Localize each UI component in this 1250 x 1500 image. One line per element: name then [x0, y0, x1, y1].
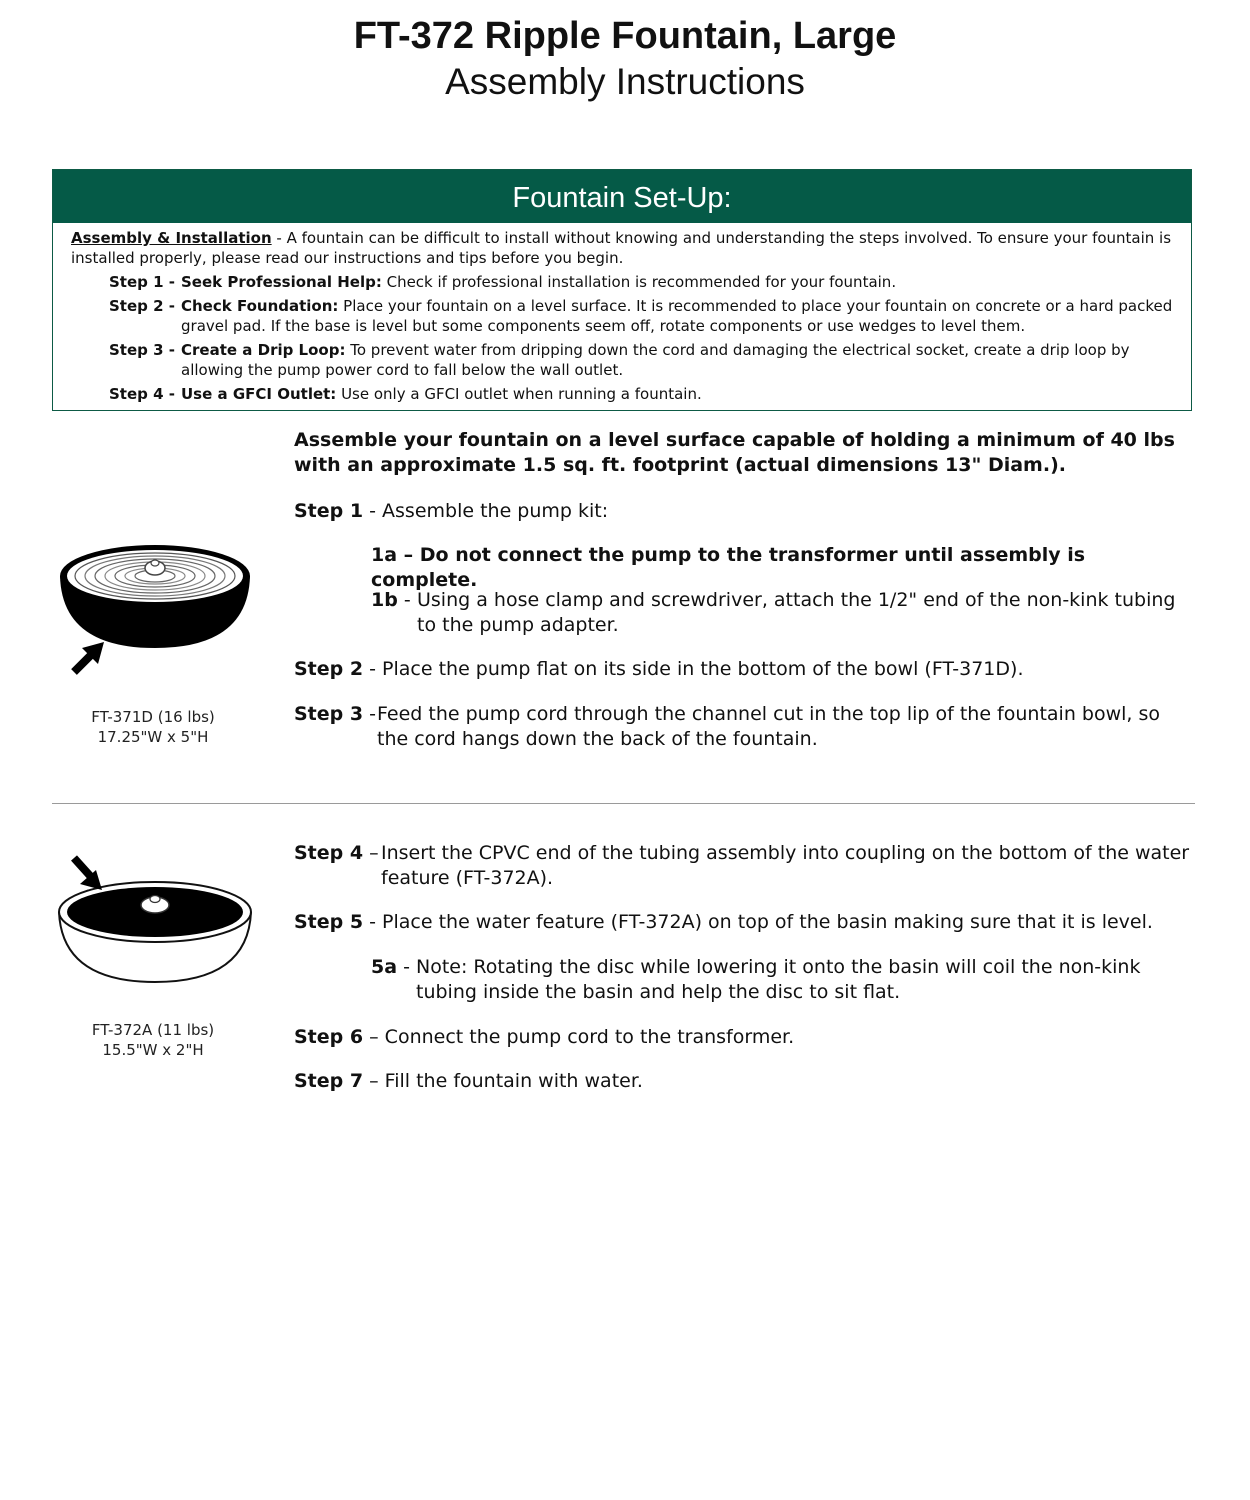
- document-subtitle: Assembly Instructions: [445, 61, 805, 102]
- setup-body: [53, 223, 1191, 404]
- bowl-caption: [48, 707, 258, 747]
- step-label: 1b: [371, 589, 398, 611]
- step-label: Step 3: [294, 703, 364, 725]
- water-feature-model-weight: FT-372A (11 lbs): [91, 1021, 215, 1039]
- setup-step-title: Seek Professional Help:: [181, 273, 382, 291]
- step-text: Feed the pump cord through the channel cut in the top lip of the fountain bowl, so the cord hangs down the back of the fountain.: [377, 703, 1161, 750]
- step-6: [294, 1025, 1194, 1050]
- step-text: Insert the CPVC end of the tubing assembly into coupling on the bottom of the water feature (FT-372A).: [381, 842, 1190, 889]
- step-2: [294, 657, 1194, 682]
- bowl-dimensions: 17.25"W x 5"H: [97, 728, 209, 746]
- setup-step-label: Step 4 -: [109, 385, 175, 403]
- step-5: [294, 910, 1194, 935]
- setup-step-label: Step 2 -: [109, 297, 175, 315]
- water-feature-caption: [48, 1020, 258, 1060]
- section-divider: [52, 803, 1195, 804]
- surface-requirement: Assemble your fountain on a level surface capable of holding a minimum of 40 lbs with an approximate 1.5 sq. ft. footprint (actual dimensions 13" Diam.).: [294, 429, 1175, 476]
- step-1: [294, 499, 1194, 524]
- setup-step-3: [71, 340, 1173, 380]
- setup-step-4: [71, 384, 1173, 404]
- setup-step-2: [71, 296, 1173, 336]
- step-text: - Place the pump flat on its side in the bottom of the bowl (FT-371D).: [363, 658, 1024, 680]
- step-5a: 5a - Note: Rotating the disc while lowering it onto the basin will coil the non-kink tubing inside the basin and help the disc to sit flat.: [371, 955, 1194, 1005]
- bowl-illustration: [52, 530, 262, 680]
- step-text: – Connect the pump cord to the transformer.: [363, 1026, 795, 1048]
- step-text: – Do not connect the pump to the transformer until assembly is complete.: [371, 544, 1086, 591]
- setup-step-label: Step 3 -: [109, 341, 175, 359]
- setup-intro: [71, 228, 1173, 268]
- setup-step-text: Place your fountain on a level surface. It is recommended to place your fountain on concrete or a hard packed gravel pad. If the base is level but some components seem off, rotate components or use wedges to level them.: [181, 297, 1173, 335]
- setup-step-1: [71, 272, 1173, 292]
- setup-step-label: Step 1 -: [109, 273, 175, 291]
- step-label: Step 5: [294, 911, 364, 933]
- setup-step-text: Use only a GFCI outlet when running a fountain.: [336, 385, 702, 403]
- step-label: Step 4: [294, 842, 364, 864]
- water-feature-illustration: [52, 850, 262, 990]
- step-text: - Place the water feature (FT-372A) on top of the basin making sure that it is level.: [363, 911, 1153, 933]
- water-feature-dimensions: 15.5"W x 2"H: [102, 1041, 204, 1059]
- step-7: [294, 1069, 1194, 1094]
- setup-step-text: Check if professional installation is recommended for your fountain.: [381, 273, 897, 291]
- step-label: 1a: [371, 544, 398, 566]
- step-1a: [371, 543, 1194, 593]
- setup-step-title: Check Foundation:: [181, 297, 339, 315]
- step-label: Step 2: [294, 658, 364, 680]
- step-1b: 1b - Using a hose clamp and screwdriver, attach the 1/2" end of the non-kink tubing to the pump adapter.: [371, 588, 1194, 638]
- step-label: Step 6: [294, 1026, 364, 1048]
- fountain-setup-panel: [52, 169, 1192, 411]
- step-label: Step 7: [294, 1070, 364, 1092]
- setup-intro-text: - A fountain can be difficult to install without knowing and understanding the steps involved. To ensure your fountain is installed properly, please read our instructions and tips before you begin.: [71, 229, 1172, 267]
- step-text: - Assemble the pump kit:: [363, 500, 609, 522]
- step-text: – Fill the fountain with water.: [363, 1070, 643, 1092]
- setup-step-text: To prevent water from dripping down the cord and damaging the electrical socket, create a drip loop by allowing the pump power cord to fall below the wall outlet.: [181, 341, 1130, 379]
- setup-step-title: Use a GFCI Outlet:: [181, 385, 337, 403]
- step-text: Note: Rotating the disc while lowering it onto the basin will coil the non-kink tubing inside the basin and help the disc to sit flat.: [416, 956, 1141, 1003]
- bowl-model-weight: FT-371D (16 lbs): [91, 708, 215, 726]
- step-label: Step 1: [294, 500, 364, 522]
- setup-intro-label: Assembly & Installation: [71, 229, 272, 247]
- setup-step-title: Create a Drip Loop:: [181, 341, 346, 359]
- step-label: 5a: [371, 956, 398, 978]
- step-3: Step 3 - Feed the pump cord through the channel cut in the top lip of the fountain bowl, so the cord hangs down the back of the fountain.: [294, 702, 1194, 752]
- document-title: FT-372 Ripple Fountain, Large: [353, 15, 897, 57]
- step-text: Using a hose clamp and screwdriver, attach the 1/2" end of the non-kink tubing to the pump adapter.: [417, 589, 1176, 636]
- step-4: Step 4 – Insert the CPVC end of the tubing assembly into coupling on the bottom of the water feature (FT-372A).: [294, 841, 1194, 891]
- setup-heading: Fountain Set-Up:: [53, 170, 1191, 223]
